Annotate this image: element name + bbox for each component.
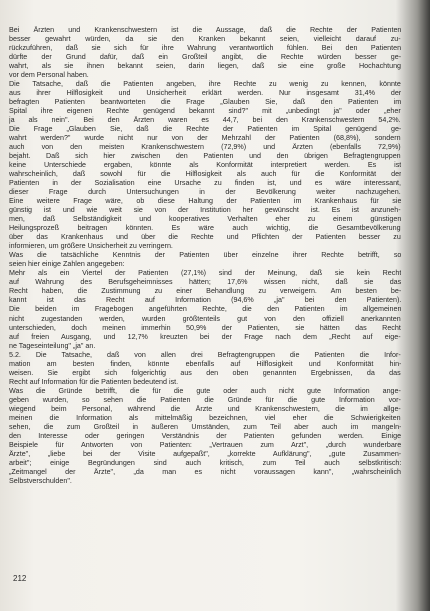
- text-line: informieren, um größere Unsicherheit zu verringern.: [9, 242, 173, 251]
- text-line: ja als nein". Bei den Ärzten waren es 44,7, bei den Krankenschwestern 54,2%.: [9, 116, 401, 125]
- text-line: Recht auf Information für die Patienten bedeutend ist.: [9, 377, 179, 386]
- text-line: dieser Frage durch Untersuchungen in der Bevölkerung weiter nachzugehen.: [9, 188, 401, 197]
- text-line: Recht haben, die Zustimmung zu einer Behandlung zu verweigern. Am besten be-: [9, 287, 401, 296]
- text-line: bejaht. Daß sich hier zwischen den Patienten und den übrigen Befragtengruppen: [9, 152, 401, 161]
- text-line: günstig ist und wie weit sie von der Institution her gewünscht ist. Es ist anzuneh-: [9, 206, 401, 215]
- text-line: Heilungsprozeß beitragen könnten. Es wäre auch wichtig, die Gesamtbevölkerung: [9, 224, 401, 233]
- text-line: mation am besten finden, könnte ebenfalls auf Hilflosigkeit und Konformität hin-: [9, 359, 401, 368]
- text-line: wahrt werden?" wurde nicht nur von der Mehrzahl der Patienten (68,8%), sondern: [9, 134, 401, 143]
- text-line: kannt ist das Recht auf Information (94,6% „ja" bei den Patienten).: [9, 296, 401, 305]
- text-line: den Interesse oder geringen Verständnis der Patienten gefunden werden. Einige: [9, 431, 401, 440]
- text-line: dürfte der Grund dafür, daß ein Großteil angibt, die Rechte würden besser ge-: [9, 53, 401, 62]
- text-line: „Zeitmangel der Ärzte", „da man es nicht voraussagen kann", „wahrscheinlich: [9, 467, 401, 476]
- text-line: vor dem Personal haben.: [9, 71, 89, 80]
- text-line: Mehr als ein Viertel der Patienten (27,1%) sind der Meinung, daß sie kein Recht: [9, 269, 401, 278]
- text-line: auf freien Ausgang, und 12,7% kreuzten bei der Frage nach dem „Recht auf eige-: [9, 332, 401, 341]
- text-line: seien hier einige Zahlen angegeben:: [9, 260, 125, 269]
- text-line: rückzuführen, daß sie sich für ihre Wahrung verantwortlich fühlen. Bei den Patienten: [9, 44, 401, 53]
- body-text: [9, 26, 401, 486]
- text-line: Was die tatsächliche Kenntnis der Patienten über einzelne ihrer Rechte betrifft, so: [9, 251, 401, 260]
- text-line: 5.2. Die Tatsache, daß von allen drei Befragtengruppen die Patienten die Infor-: [9, 350, 401, 359]
- text-line: unterschieden, doch meinen immerhin 50,9% der Patienten, sie hätten das Recht: [9, 323, 401, 332]
- text-line: arbeit"; einige Begründungen sind auch kritisch, zum Teil auch selbstkritisch:: [9, 458, 401, 467]
- text-line: Die Frage „Glauben Sie, daß die Rechte der Patienten im Spital genügend ge-: [9, 125, 401, 134]
- text-line: nicht zugestanden werden, wurden größtenteils gut von den offiziell anerkannten: [9, 314, 401, 323]
- text-line: meinen die Information als mittelmäßig bezeichnen, viel eher die Schwierigkeiten: [9, 413, 401, 422]
- text-line: auf Wahrung des Berufsgeheimnisses hätten; 17,6% wissen nicht, daß sie das: [9, 278, 401, 287]
- text-line: über das Krankenhaus und über die Rechte und Pflichten der Patienten besser zu: [9, 233, 401, 242]
- text-line: befragten Patienten beantworteten die Frage „Glauben Sie, daß den Patienten im: [9, 98, 401, 107]
- text-line: Ärzte", „liebe bei der Visite aufgepaßt", „korrekte Aufklärung", „gute Zusammen-: [9, 449, 401, 458]
- text-line: Selbstverschulden".: [9, 476, 72, 485]
- text-line: Patienten in der Sozialisation eine Ursache zu finden ist, und es wäre interessant,: [9, 179, 401, 188]
- page-number: 212: [13, 574, 27, 583]
- text-line: Bei Ärzten und Krankenschwestern ist die Aussage, daß die Rechte der Patienten: [9, 26, 401, 34]
- text-line: Was die Gründe betrifft, die für die gute oder auch nicht gute Information ange-: [9, 386, 401, 395]
- text-line: Die beiden im Fragebogen angeführten Rechte, die den Patienten im allgemeinen: [9, 305, 401, 314]
- text-line: men, daß Selbständigkeit und kooperatives Verhalten eher zu einem günstigen: [9, 215, 401, 224]
- text-line: wahrt, als sie ihnen bekannt seien, darin liegen, daß sie eine große Hochachtung: [9, 62, 401, 71]
- text-line: weisen. Sie ergibt sich folgerichtig aus den oben genannten Ergebnissen, da das: [9, 368, 401, 377]
- text-line: Spital ihre eigenen Rechte genügend bekannt sind?" mit „unbedingt ja" oder „eher: [9, 107, 401, 116]
- text-line: sehen, die zum Großteil in äußeren Umständen, zum Teil aber auch im mangeln-: [9, 422, 401, 431]
- text-line: wiegend beim Personal, während die Ärzte und Krankenschwestern, die im allge-: [9, 404, 401, 413]
- text-line: Die Tatsache, daß die Patienten angeben, ihre Rechte zu wenig zu kennen, könnte: [9, 80, 401, 89]
- text-line: ne Tageseinteilung" „ja" an.: [9, 341, 96, 350]
- text-line: wahrscheinlich, daß sowohl für die Hilflosigkeit als auch für die Konformität der: [9, 170, 401, 179]
- text-line: Beispiele für Antworten von Patienten: „Vertrauen zum Arzt", „durch wunderbare: [9, 440, 401, 449]
- text-line: Eine weitere Frage wäre, ob diese Haltung der Patienten im Krankenhaus für sie: [9, 197, 401, 206]
- text-line: geben wurden, so sehen die Patienten die Gründe für die gute Information vor-: [9, 395, 401, 404]
- text-line: aus ihrer Hilflosigkeit und Unsicherheit erklärt werden. Nur insgesamt 31,4% der: [9, 89, 401, 98]
- text-line: besser gewahrt würden, da sie den Kranken bekannt seien, vielleicht darauf zu-: [9, 35, 401, 44]
- text-line: auch von den meisten Krankenschwestern (72,9%) und Ärzten (ebenfalls 72,9%): [9, 143, 401, 152]
- book-page: [4, 0, 402, 611]
- text-line: keine Unterschiede ergaben, könnte als Konformität interpretiert werden. Es ist: [9, 161, 401, 170]
